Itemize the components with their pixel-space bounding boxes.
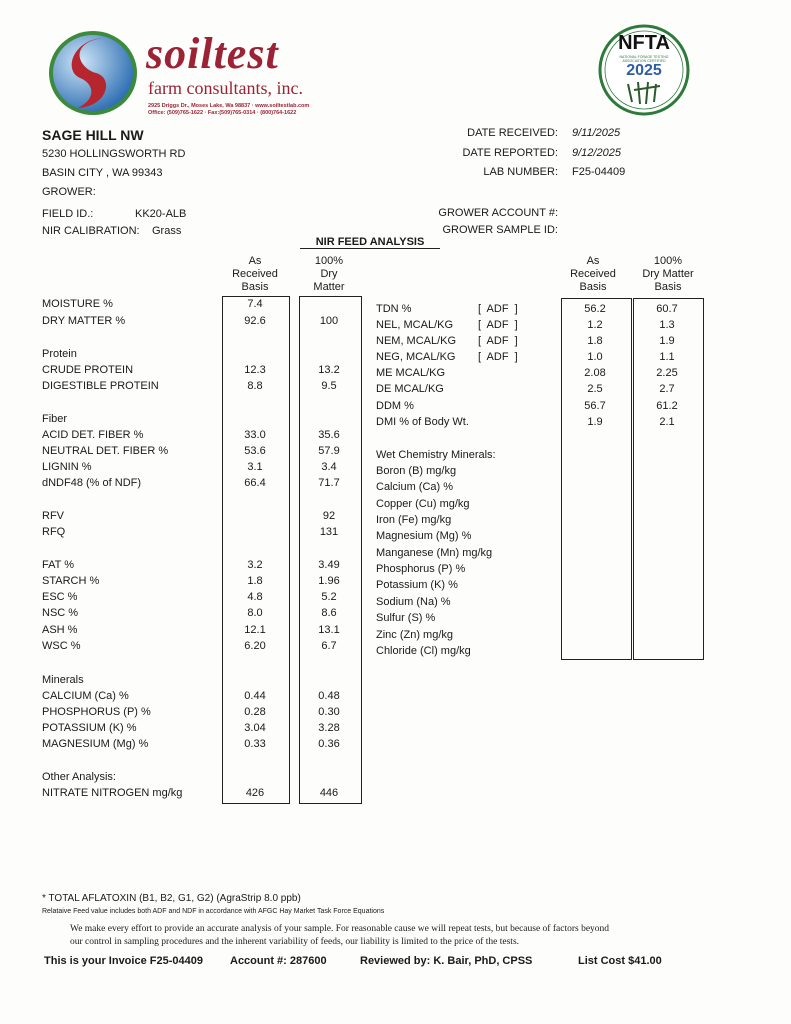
- left-row-as-received: 0.28: [244, 706, 266, 718]
- left-row-label: ASH %: [42, 624, 78, 636]
- right-row-label: Potassium (K) %: [376, 579, 458, 591]
- left-row-label: NITRATE NITROGEN mg/kg: [42, 787, 183, 799]
- left-row-dry-matter: 13.1: [318, 624, 340, 636]
- left-row-dry-matter: 13.2: [318, 364, 340, 376]
- right-row-label: NEL, MCAL/KG: [376, 319, 454, 331]
- left-row-as-received: 6.20: [244, 640, 266, 652]
- field-id-value: KK20-ALB: [135, 208, 187, 220]
- analysis-title: NIR FEED ANALYSIS: [300, 236, 440, 249]
- left-row-as-received: 8.8: [247, 380, 263, 392]
- list-cost: List Cost $41.00: [578, 955, 662, 967]
- col-head-dry-matter-right: 100% Dry Matter Basis: [642, 255, 694, 293]
- date-received-value: 9/11/2025: [572, 127, 621, 139]
- left-row-label: dNDF48 (% of NDF): [42, 477, 142, 489]
- left-row-as-received: 0.33: [244, 738, 266, 750]
- left-row-label: MAGNESIUM (Mg) %: [42, 738, 149, 750]
- right-row-label: Calcium (Ca) %: [376, 481, 454, 493]
- left-row-as-received: 3.04: [244, 722, 266, 734]
- nfta-label: NFTA: [618, 32, 670, 54]
- account-number: Account #: 287600: [230, 955, 327, 967]
- left-row-as-received: 7.4: [247, 298, 263, 310]
- left-row-dry-matter: 131: [319, 526, 339, 538]
- left-row-label: NEUTRAL DET. FIBER %: [42, 445, 169, 457]
- right-row-as-received: 2.5: [587, 383, 603, 395]
- left-row-label: DRY MATTER %: [42, 315, 126, 327]
- left-row-as-received: 12.3: [244, 364, 266, 376]
- left-row-dry-matter: 0.30: [318, 706, 340, 718]
- lab-number-label: LAB NUMBER:: [483, 166, 558, 178]
- left-row-dry-matter: 5.2: [321, 591, 337, 603]
- right-row-as-received: 1.8: [587, 335, 603, 347]
- left-row-as-received: 66.4: [244, 477, 266, 489]
- left-row-as-received: 3.1: [247, 461, 263, 473]
- left-row-dry-matter: 6.7: [321, 640, 337, 652]
- right-row-label: DDM %: [376, 400, 414, 412]
- left-row-as-received: 8.0: [247, 607, 263, 619]
- aflatoxin-note: * TOTAL AFLATOXIN (B1, B2, G1, G2) (AgraStrip 8.0 ppb): [42, 893, 301, 904]
- left-row-label: CALCIUM (Ca) %: [42, 690, 129, 702]
- left-row-label: FAT %: [42, 559, 74, 571]
- invoice-number: This is your Invoice F25-04409: [44, 955, 203, 967]
- left-row-dry-matter: 1.96: [318, 575, 340, 587]
- right-row-as-received: 1.9: [587, 416, 603, 428]
- left-row-label: STARCH %: [42, 575, 100, 587]
- right-row-dry-matter: 61.2: [656, 400, 678, 412]
- nir-calibration-value: Grass: [152, 225, 182, 237]
- nfta-seal: [598, 24, 690, 116]
- brand-address-line: 2925 Driggs Dr., Moses Lake, Wa 98837 · www.soiltestlab.com: [148, 103, 310, 109]
- left-row-label: DIGESTIBLE PROTEIN: [42, 380, 159, 392]
- left-row-dry-matter: 9.5: [321, 380, 337, 392]
- left-row-label: LIGNIN %: [42, 461, 92, 473]
- right-row-label: Chloride (Cl) mg/kg: [376, 645, 471, 657]
- right-row-dry-matter: 1.3: [659, 319, 675, 331]
- left-row-as-received: 92.6: [244, 315, 266, 327]
- date-received-label: DATE RECEIVED:: [467, 127, 558, 139]
- right-row-label: TDN %: [376, 303, 412, 315]
- nir-calibration-label: NIR CALIBRATION:: [42, 225, 140, 237]
- grower-label: GROWER:: [42, 186, 96, 198]
- right-row-dry-matter: 2.1: [659, 416, 675, 428]
- right-row-label: Wet Chemistry Minerals:: [376, 449, 496, 461]
- left-row-dry-matter: 3.28: [318, 722, 340, 734]
- left-row-label: POTASSIUM (K) %: [42, 722, 137, 734]
- right-row-dry-matter: 2.7: [659, 383, 675, 395]
- right-row-dry-matter: 2.25: [656, 367, 678, 379]
- right-row-label: Iron (Fe) mg/kg: [376, 514, 452, 526]
- left-row-as-received: 4.8: [247, 591, 263, 603]
- right-row-label: Manganese (Mn) mg/kg: [376, 547, 493, 559]
- right-row-adf-tag: [ ADF ]: [478, 303, 518, 315]
- left-row-dry-matter: 71.7: [318, 477, 340, 489]
- soiltest-swirl-icon: [48, 28, 138, 118]
- left-row-dry-matter: 3.49: [318, 559, 340, 571]
- left-row-label: Fiber: [42, 413, 68, 425]
- col-head-as-received: As Received Basis: [232, 255, 278, 293]
- grower-sample-label: GROWER SAMPLE ID:: [442, 224, 558, 236]
- left-row-as-received: 1.8: [247, 575, 263, 587]
- right-row-as-received: 1.2: [587, 319, 603, 331]
- left-row-label: MOISTURE %: [42, 298, 113, 310]
- left-row-as-received: 3.2: [247, 559, 263, 571]
- right-row-label: Phosphorus (P) %: [376, 563, 466, 575]
- left-row-label: Protein: [42, 348, 77, 360]
- right-row-label: NEG, MCAL/KG: [376, 351, 456, 363]
- left-row-dry-matter: 100: [319, 315, 339, 327]
- client-address-line1: 5230 HOLLINGSWORTH RD: [42, 148, 186, 160]
- reviewed-by: Reviewed by: K. Bair, PhD, CPSS: [360, 955, 533, 967]
- rfv-note: Relataive Feed value includes both ADF and NDF in accordance with AFGC Hay Market Task Force Equations: [42, 908, 385, 915]
- lab-number-value: F25-04409: [572, 166, 626, 178]
- disclaimer-line2: our control in sampling procedures and the inherent variability of feeds, our liability is limited to the price of the tests.: [70, 937, 520, 947]
- left-row-as-received: 33.0: [244, 429, 266, 441]
- left-row-dry-matter: 35.6: [318, 429, 340, 441]
- nfta-ring-text: NATIONAL FORAGE TESTING ASSOCIATION CERTIFIED: [619, 55, 669, 63]
- left-row-label: ACID DET. FIBER %: [42, 429, 144, 441]
- brand-name: soiltest: [146, 29, 279, 78]
- right-row-dry-matter: 1.9: [659, 335, 675, 347]
- left-row-as-received: 0.44: [244, 690, 266, 702]
- soiltest-logo: [48, 24, 328, 124]
- left-row-dry-matter: 3.4: [321, 461, 337, 473]
- date-reported-label: DATE REPORTED:: [462, 147, 558, 159]
- left-row-dry-matter: 0.36: [318, 738, 340, 750]
- right-row-label: DMI % of Body Wt.: [376, 416, 469, 428]
- left-row-dry-matter: 92: [322, 510, 336, 522]
- right-row-as-received: 2.08: [584, 367, 606, 379]
- left-row-dry-matter: 57.9: [318, 445, 340, 457]
- brand-subtitle: farm consultants, inc.: [148, 78, 303, 98]
- left-row-label: NSC %: [42, 607, 79, 619]
- right-row-label: NEM, MCAL/KG: [376, 335, 457, 347]
- left-row-label: CRUDE PROTEIN: [42, 364, 134, 376]
- right-row-label: DE MCAL/KG: [376, 383, 444, 395]
- right-row-as-received: 1.0: [587, 351, 603, 363]
- right-row-adf-tag: [ ADF ]: [478, 351, 518, 363]
- field-id-label: FIELD ID.:: [42, 208, 94, 220]
- right-row-as-received: 56.2: [584, 303, 606, 315]
- client-address-line2: BASIN CITY , WA 99343: [42, 167, 163, 179]
- left-row-label: Minerals: [42, 674, 84, 686]
- left-row-dry-matter: 446: [319, 787, 339, 799]
- col-head-as-received-right: As Received Basis: [570, 255, 616, 293]
- brand-phone-line: Office: (509)765-1622 · Fax:(509)765-0314 · (800)764-1622: [148, 110, 297, 116]
- right-row-label: Zinc (Zn) mg/kg: [376, 629, 454, 641]
- grower-account-label: GROWER ACCOUNT #:: [438, 207, 558, 219]
- right-row-adf-tag: [ ADF ]: [478, 319, 518, 331]
- right-row-as-received: 56.7: [584, 400, 606, 412]
- nfta-year: 2025: [626, 62, 662, 79]
- left-row-label: RFV: [42, 510, 64, 522]
- col-head-dry-matter: 100% Dry Matter: [313, 255, 345, 293]
- right-row-dry-matter: 1.1: [659, 351, 675, 363]
- brand-address: [148, 103, 309, 117]
- right-row-dry-matter: 60.7: [656, 303, 678, 315]
- left-row-label: Other Analysis:: [42, 771, 116, 783]
- left-row-label: ESC %: [42, 591, 78, 603]
- left-row-as-received: 426: [245, 787, 265, 799]
- right-row-label: Sulfur (S) %: [376, 612, 436, 624]
- left-row-dry-matter: 8.6: [321, 607, 337, 619]
- right-row-label: Sodium (Na) %: [376, 596, 451, 608]
- left-row-dry-matter: 0.48: [318, 690, 340, 702]
- right-row-label: Magnesium (Mg) %: [376, 530, 472, 542]
- left-row-as-received: 12.1: [244, 624, 266, 636]
- right-row-adf-tag: [ ADF ]: [478, 335, 518, 347]
- right-row-label: ME MCAL/KG: [376, 367, 446, 379]
- disclaimer-line1: We make every effort to provide an accurate analysis of your sample. For reasonable cause we will repeat tests, but because of factors beyond: [70, 924, 610, 934]
- right-row-label: Boron (B) mg/kg: [376, 465, 457, 477]
- left-row-label: RFQ: [42, 526, 66, 538]
- right-row-label: Copper (Cu) mg/kg: [376, 498, 470, 510]
- client-name: SAGE HILL NW: [42, 127, 144, 143]
- left-row-as-received: 53.6: [244, 445, 266, 457]
- date-reported-value: 9/12/2025: [572, 147, 621, 159]
- left-row-label: PHOSPHORUS (P) %: [42, 706, 151, 718]
- left-row-label: WSC %: [42, 640, 81, 652]
